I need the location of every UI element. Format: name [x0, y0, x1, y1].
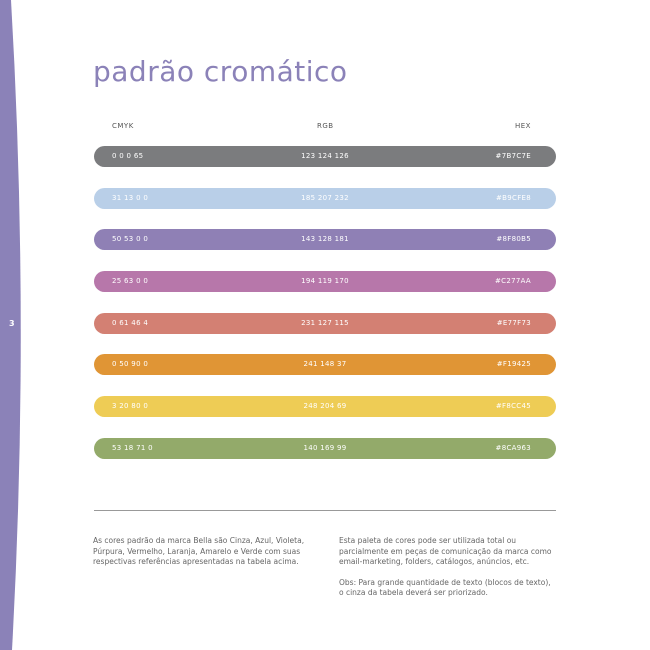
color-row-orange [94, 354, 556, 375]
cmyk-value: 31 13 0 0 [112, 193, 149, 202]
rgb-value: 185 207 232 [301, 193, 349, 202]
header-cmyk: CMYK [112, 122, 134, 130]
header-hex: HEX [515, 122, 531, 130]
rgb-value: 241 148 37 [303, 360, 347, 369]
note-left [93, 536, 308, 578]
cmyk-value: 0 0 0 65 [112, 152, 144, 160]
color-row-green [94, 438, 556, 459]
cmyk-value: 53 18 71 0 [112, 443, 153, 452]
cmyk-value: 50 53 0 0 [112, 235, 149, 244]
color-table [94, 146, 556, 480]
hex-value: #F8CC45 [495, 402, 531, 411]
rgb-value: 140 169 99 [303, 443, 347, 452]
rgb-value: 123 124 126 [301, 152, 349, 160]
color-row-blue [94, 188, 556, 209]
hex-value: #E77F73 [496, 318, 531, 327]
hex-value: #C277AA [495, 277, 531, 286]
hex-value: #B9CFE8 [495, 193, 531, 202]
note-right-obs: Obs: Para grande quantidade de texto (blocos de texto), o cinza da tabela deverá ser priorizado. [339, 577, 551, 597]
page-title: padrão cromático [93, 54, 348, 88]
cmyk-value: 0 61 46 4 [112, 318, 149, 327]
note-left-text: As cores padrão da marca Bella são Cinza, Azul, Violeta, Púrpura, Vermelho, Laranja, Amarelo e Verde com suas respectivas referências apresentadas na tabela acima. [93, 536, 305, 566]
side-band [0, 0, 30, 650]
header-rgb: RGB [317, 122, 334, 130]
color-row-purple [94, 271, 556, 292]
color-row-red [94, 313, 556, 334]
color-row-gray [94, 146, 556, 167]
rgb-value: 248 204 69 [303, 402, 347, 411]
note-right [339, 536, 554, 609]
rgb-value: 194 119 170 [301, 277, 349, 286]
cmyk-value: 0 50 90 0 [112, 360, 149, 369]
page-number: 3 [9, 319, 15, 328]
hex-value: #8CA963 [495, 443, 531, 452]
cmyk-value: 25 63 0 0 [112, 277, 149, 286]
color-row-yellow [94, 396, 556, 417]
color-row-violet [94, 229, 556, 250]
rgb-value: 143 128 181 [301, 235, 349, 244]
cmyk-value: 3 20 80 0 [112, 402, 149, 411]
hex-value: #F19425 [496, 360, 531, 369]
hex-value: #7B7C7E [495, 152, 531, 160]
note-right-text: Esta paleta de cores pode ser utilizada total ou parcialmente em peças de comunicação da marca como email-marketing, folders, catálogos, anúncios, etc. [339, 536, 552, 566]
divider [94, 510, 556, 511]
hex-value: #8F80B5 [496, 235, 531, 244]
rgb-value: 231 127 115 [301, 318, 349, 327]
